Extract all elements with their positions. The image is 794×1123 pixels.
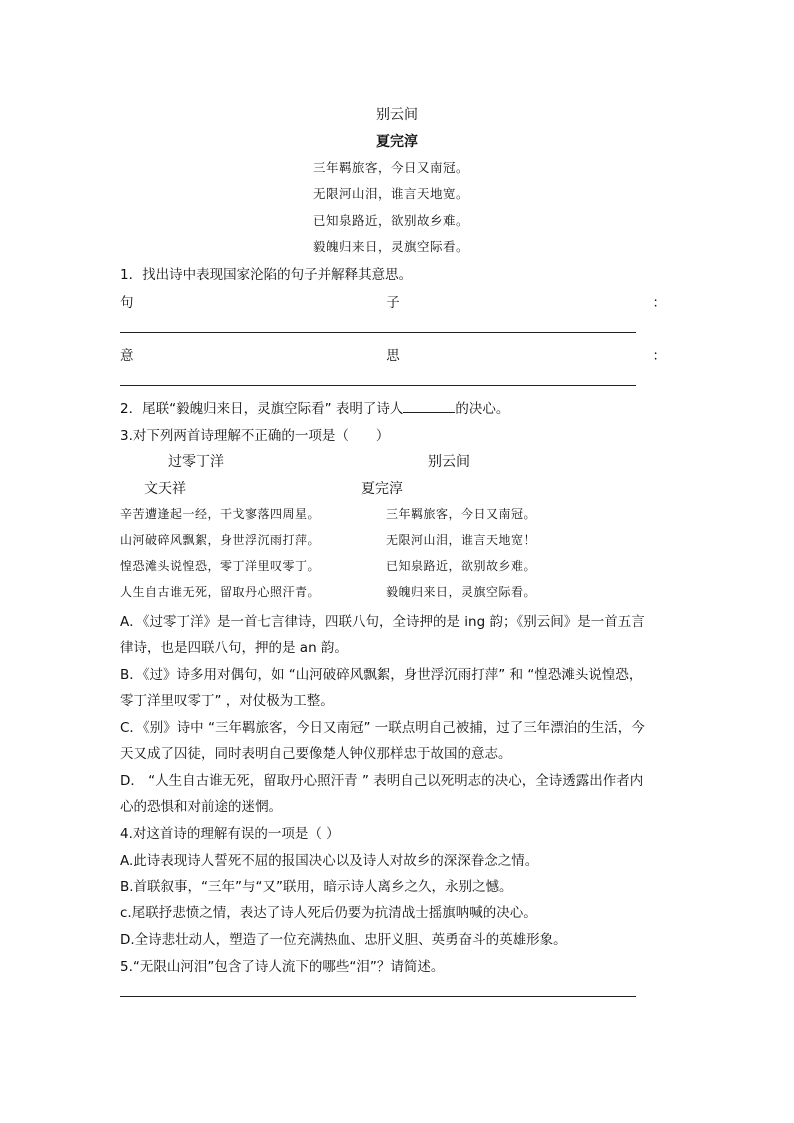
question-4: 4.对这首诗的理解有误的一项是（ ） — [120, 826, 340, 842]
right-poem-line: 毅魄归来日，灵旗空际看。 — [386, 585, 537, 599]
answer-row-sentence — [120, 291, 666, 311]
poem-title: 别云间 — [376, 107, 418, 123]
answer-line[interactable] — [120, 385, 636, 386]
option-b[interactable]: B.首联叙事，“三年”与“又”联用，暗示诗人离乡之久，永别之憾。 — [120, 879, 513, 895]
left-poem-line: 人生自古谁无死，留取丹心照汗青。 — [120, 585, 321, 599]
question-1: 1．找出诗中表现国家沦陷的句子并解释其意思。 — [120, 267, 413, 283]
question-5: 5.“无限山河泪”包含了诗人流下的哪些“泪”？请简述。 — [120, 959, 445, 975]
poem-line: 毅魄归来日，灵旗空际看。 — [313, 239, 470, 254]
poem-line: 已知泉路近，欲别故乡难。 — [313, 213, 470, 228]
left-poem-title: 过零丁洋 — [168, 454, 224, 470]
label-ju: 句 — [120, 295, 134, 311]
answer-row-meaning — [120, 344, 666, 364]
option-d-cont: 心的恐惧和对前途的迷惘。 — [120, 799, 282, 815]
answer-line[interactable] — [120, 332, 636, 333]
label-colon: ： — [652, 348, 666, 364]
option-c[interactable]: C．《别》诗中 “三年羁旅客，今日又南冠” 一联点明自己被捕，过了三年漂泊的生活，今 — [120, 720, 645, 736]
right-poem-line: 无限河山泪，谁言天地宽！ — [386, 533, 537, 547]
label-zi: 子 — [386, 295, 400, 311]
question-2-before: 2．尾联“毅魄归来日，灵旗空际看” 表明了诗人 — [120, 401, 404, 417]
option-b[interactable]: B．《过》诗多用对偶句，如 “山河破碎风飘絮，身世浮沉雨打萍” 和 “惶恐滩头说惶恐， — [120, 667, 643, 683]
question-3: 3.对下列两首诗理解不正确的一项是（ ） — [120, 428, 390, 444]
poem-author: 夏完淳 — [376, 134, 418, 150]
poem-line: 三年羁旅客，今日又南冠。 — [313, 160, 470, 175]
left-poem-author: 文天祥 — [144, 481, 186, 497]
right-poem-line: 三年羁旅客，今日又南冠。 — [386, 507, 537, 521]
option-a[interactable]: A．《过零丁洋》是一首七言律诗，四联八句，全诗押的是 ing 韵；《别云间》是一首五言 — [120, 614, 645, 630]
label-si: 思 — [386, 348, 400, 364]
option-a[interactable]: A.此诗表现诗人誓死不屈的报国决心以及诗人对故乡的深深眷念之情。 — [120, 853, 539, 869]
option-c[interactable]: c.尾联抒悲愤之情，表达了诗人死后仍要为抗清战士摇旗呐喊的决心。 — [120, 905, 537, 921]
right-poem-line: 已知泉路近，欲别故乡难。 — [386, 559, 537, 573]
option-c-cont: 天又成了囚徒，同时表明自己要像楚人钟仪那样忠于故国的意志。 — [120, 746, 512, 762]
option-a-cont: 律诗，也是四联八句，押的是 an 韵。 — [120, 640, 348, 656]
poem-line: 无限河山泪，谁言天地宽。 — [313, 186, 470, 201]
option-b-cont: 零丁洋里叹零丁” ，对仗极为工整。 — [120, 693, 334, 709]
label-yi: 意 — [120, 348, 134, 364]
right-poem-author: 夏完淳 — [361, 481, 403, 497]
left-poem-line: 辛苦遭逢起一经，干戈寥落四周星。 — [120, 507, 321, 521]
left-poem-line: 山河破碎风飘絮，身世浮沉雨打萍。 — [120, 533, 321, 547]
option-d[interactable]: D.全诗悲壮动人，塑造了一位充满热血、忠肝义胆、英勇奋斗的英雄形象。 — [120, 932, 567, 948]
fill-blank[interactable] — [403, 400, 455, 413]
question-2-after: 的决心。 — [455, 401, 510, 417]
right-poem-title: 别云间 — [428, 454, 470, 470]
left-poem-line: 惶恐滩头说惶恐，零丁洋里叹零丁。 — [120, 559, 321, 573]
option-d[interactable]: D． “人生自古谁无死，留取丹心照汗青 ” 表明自己以死明志的决心，全诗透露出作者内 — [120, 773, 644, 789]
answer-line[interactable] — [120, 996, 636, 997]
question-2 — [120, 397, 509, 417]
label-colon: ： — [652, 295, 666, 311]
